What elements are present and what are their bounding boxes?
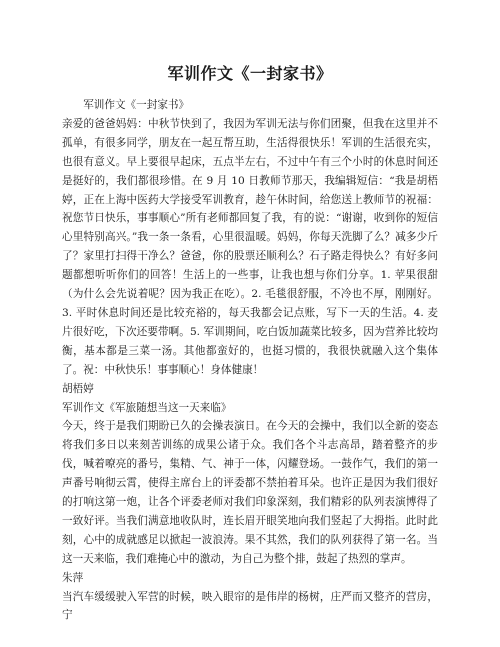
document-body	[62, 96, 438, 625]
paragraph: 军训作文《一封家书》	[83, 99, 190, 111]
essay-heading: 军训作文《军旅随想当这一天来临》	[62, 401, 232, 414]
document-title: 军训作文《一封家书》	[167, 64, 333, 83]
paragraph: 亲爱的爸爸妈妈：中秋节快到了，我因为军训无法与你们团聚，但我在这里并不孤单，有很多同学，朋友在一起互帮互助，生活得很快乐！军训的生活很充实，也很有意义。早上要很早起床，五点半左右，不过中午有三个小时的休息时间还是挺好的，我们都很珍惜。在 9 月 10 日教师节那天，我编辑短信：“我是胡梧婷，正在上海中医药大学接受军训教育，趁午休时间，给您送上教师节的祝福：祝您节日快乐，事事顺心”所有老师都回复了我，有的说：“谢谢，收到你的短信心里特别高兴。”我一条一条看，心里很温暖。妈妈，你每天洗脚了么？减多少斤了？家里打扫得干净么？爸爸，你的股票还顺利么？石子路走得快么？有好多问题都想听听你们的回答！生活上的一些事，让我也想与你们分享。1. 苹果很甜（为什么会先说着呢？因为我正在吃）。2. 毛毯很舒服，不冷也不厚，刚刚好。3. 平时休息时间还是比较充裕的，每天我都会记点账，写下一天的生活。4. 麦片很好吃，下次还要带啊。5. 军训期间，吃白饭加蔬菜比较多，因为营养比较均衡，基本都是三菜一汤。其他都蛮好的，也挺习惯的，我很快就融入这个集体了。祝：中秋快乐！事事顺心！身体健康！	[62, 117, 438, 376]
author-name: 朱萍	[62, 571, 84, 584]
paragraph: 当汽车缓缓驶入军营的时候，映入眼帘的是伟岸的杨树，庄严而又整齐的营房，宁	[62, 590, 438, 622]
author-name: 胡梧婷	[62, 382, 94, 395]
paragraph: 今天，终于是我们期盼已久的会操表演日。在今天的会操中，我们以全新的姿态将我们多日以来刻苦训练的成果公诸于众。我们各个斗志高昂，踏着整齐的步伐，喊着嘹亮的番号，集精、气、神于一体，闪耀登场。一鼓作气，我们的第一声番号响彻云霄，使得主席台上的评委都不禁拍着耳朵。也许正是因为我们很好的打响这第一炮，让各个评委老师对我们印象深刻，我们精彩的队列表演博得了一致好评。当我们满意地收队时，连长眉开眼笑地向我们竖起了大拇指。此时此刻，心中的成就感足以掀起一波浪涛。果不其然，我们的队列获得了第一名。当这一天来临，我们难掩心中的激动，为自己为整个排，鼓起了热烈的掌声。	[62, 420, 438, 565]
